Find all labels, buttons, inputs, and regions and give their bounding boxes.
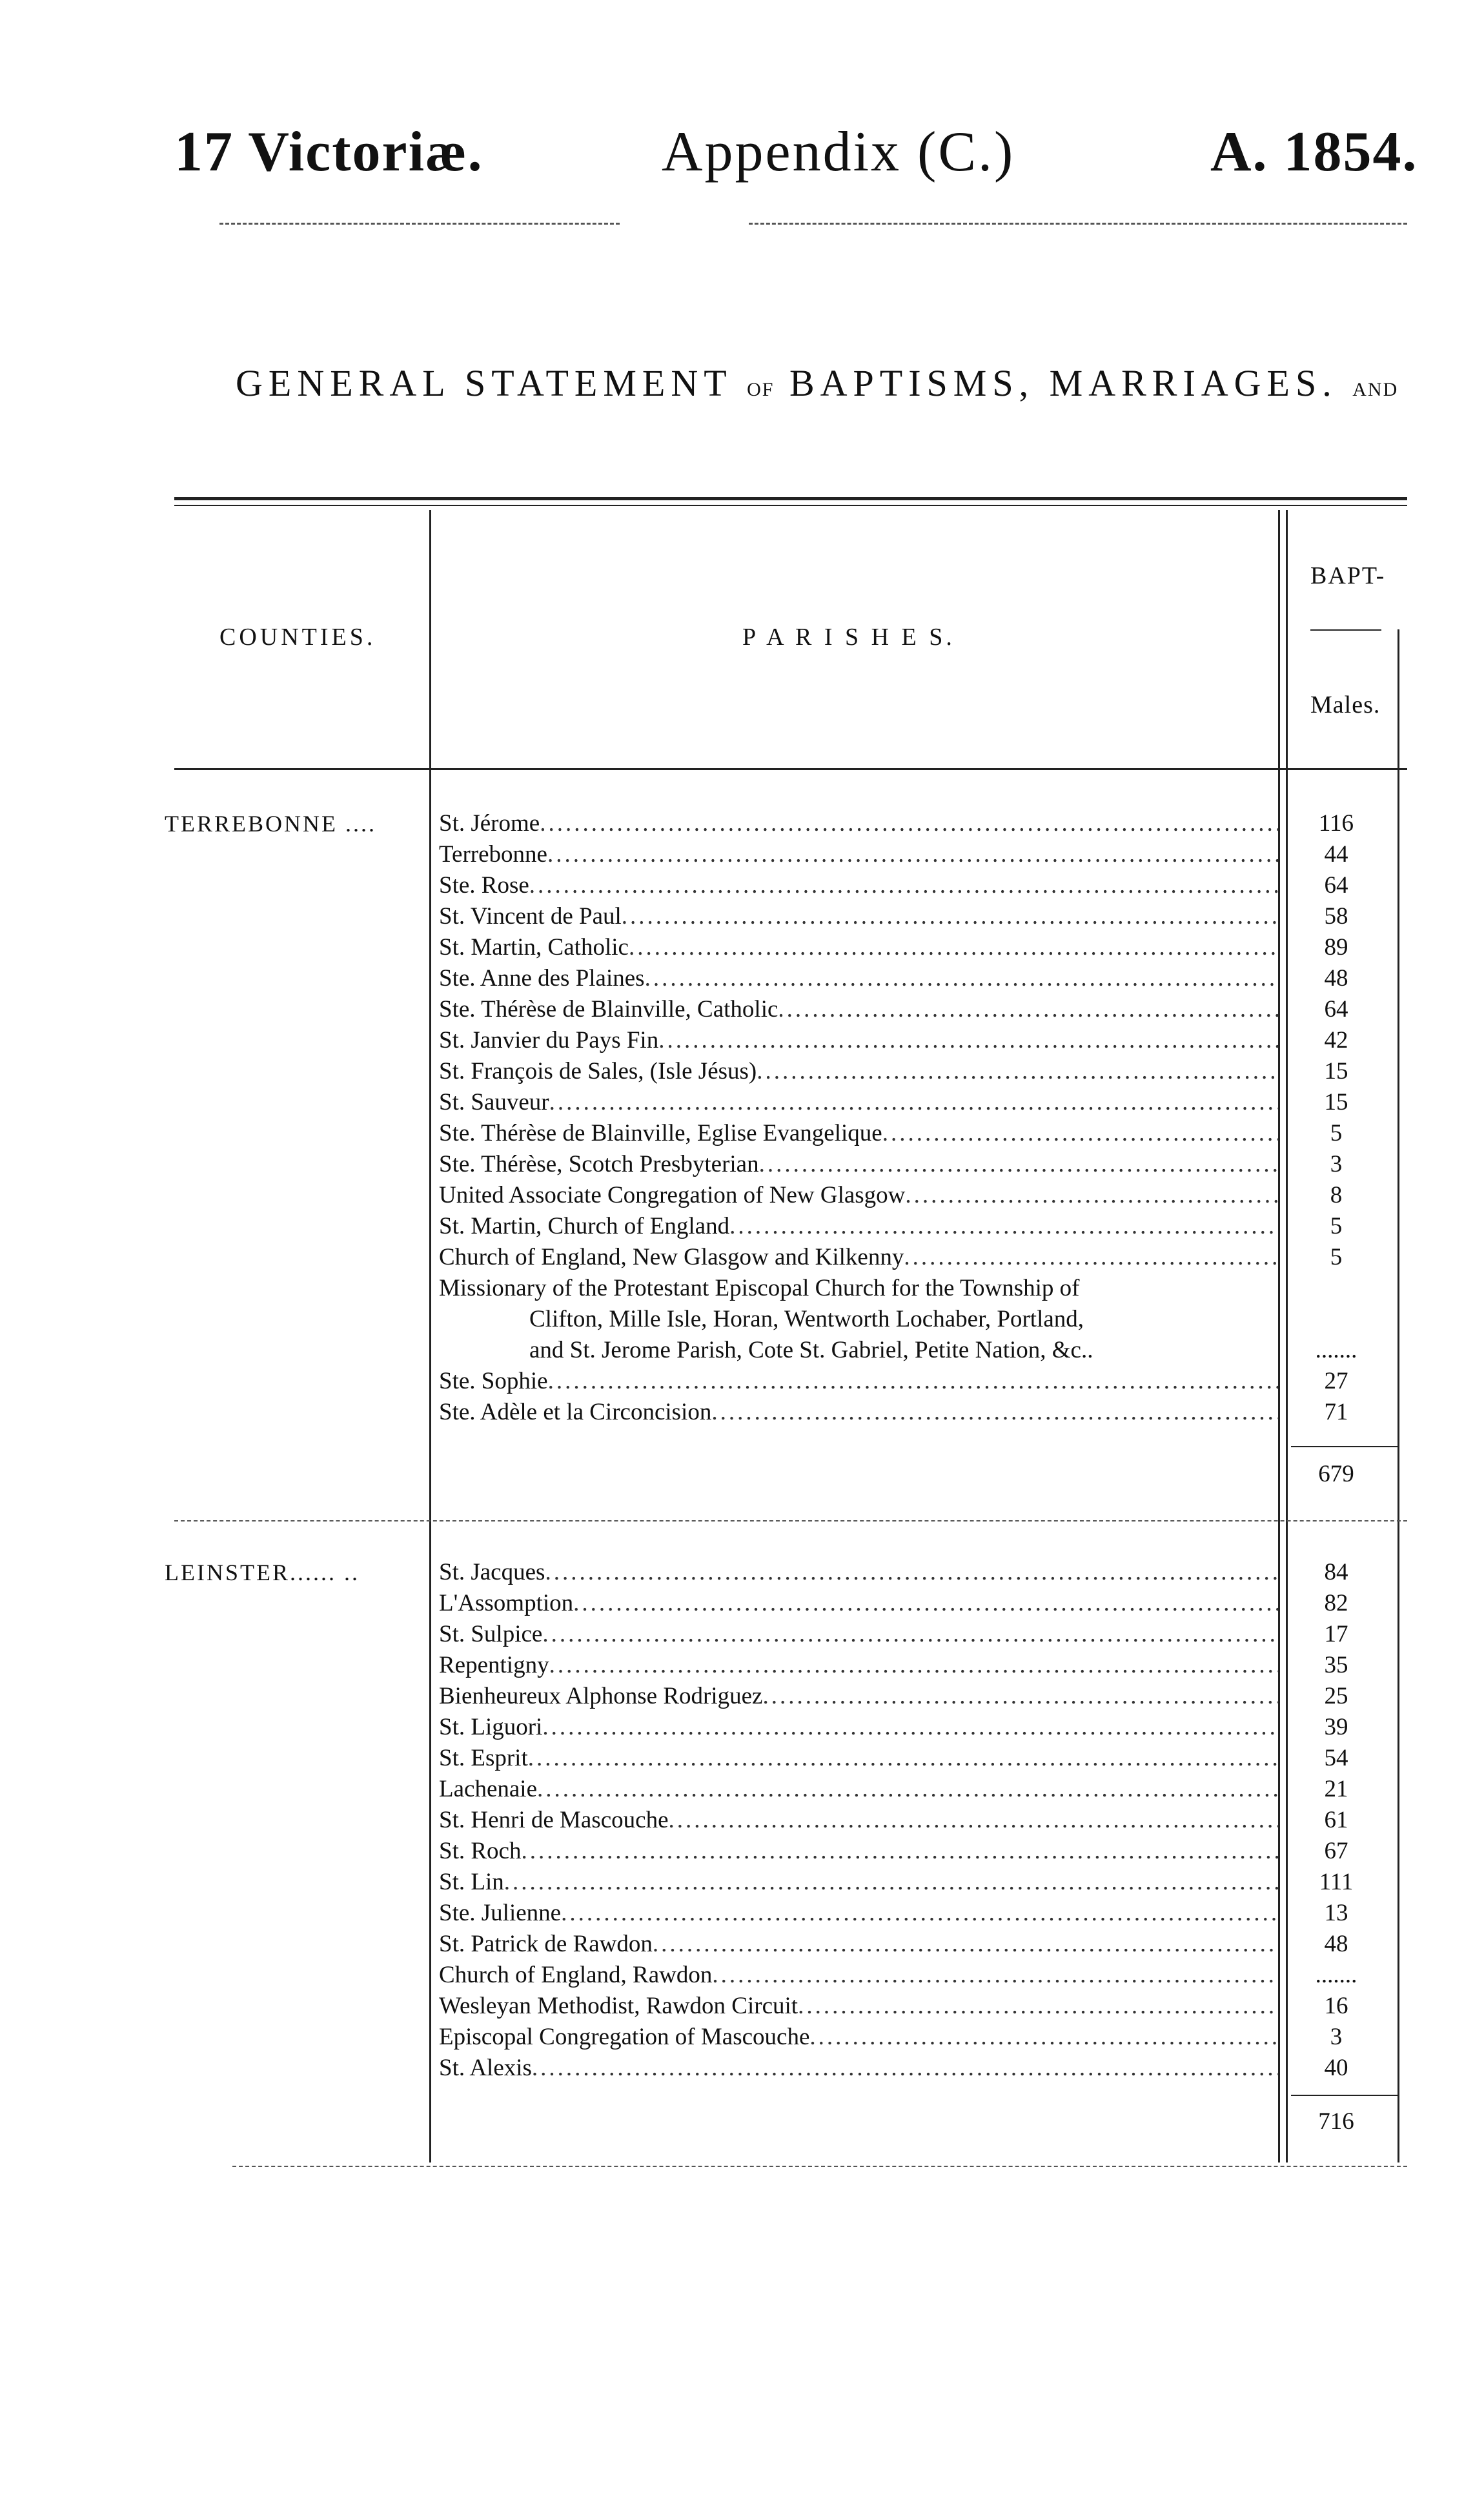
column-divider-counties <box>429 510 431 2162</box>
title-of: OF <box>747 379 775 400</box>
parish-name: Ste. Thérèse de Blainville, Catholic <box>439 996 778 1023</box>
parish-name: and St. Jerome Parish, Cote St. Gabriel, Petite Nation, &c.. <box>529 1337 1093 1363</box>
males-value: 15 <box>1324 1089 1348 1115</box>
males-value: 111 <box>1319 1869 1354 1895</box>
parish-row <box>439 808 1278 839</box>
parish-name: Ste. Sophie <box>439 1368 548 1394</box>
males-value: 67 <box>1324 1838 1348 1864</box>
males-value: 35 <box>1324 1652 1348 1678</box>
parish-name: St. Sauveur <box>439 1089 549 1115</box>
leader-dots <box>548 1366 1278 1397</box>
parish-row <box>439 1557 1278 1588</box>
parish-name: St. Lin <box>439 1869 504 1895</box>
parish-name: Terrebonne <box>439 841 547 868</box>
males-value: 44 <box>1324 841 1348 868</box>
males-value: 16 <box>1324 1993 1348 2019</box>
parish-row <box>439 1397 1278 1428</box>
parish-row <box>439 870 1278 901</box>
parish-name: St. Sulpice <box>439 1621 543 1647</box>
males-value: 25 <box>1324 1683 1348 1709</box>
parish-name: St. Liguori <box>439 1714 543 1740</box>
males-value: 21 <box>1324 1776 1348 1802</box>
parish-row <box>439 1650 1278 1681</box>
males-value: 58 <box>1324 903 1348 930</box>
parish-name: St. Jérome <box>439 810 540 837</box>
males-value: 3 <box>1330 1151 1343 1177</box>
parish-name: Repentigny <box>439 1652 549 1678</box>
parish-row <box>439 2053 1278 2084</box>
subtotal-rule <box>1291 2095 1398 2096</box>
bapt-header-rule <box>1310 629 1381 631</box>
parish-row <box>439 2022 1278 2053</box>
parish-row <box>439 963 1278 994</box>
parish-name: Ste. Adèle et la Circoncision <box>439 1399 712 1425</box>
parish-name: United Associate Congregation of New Glasgow <box>439 1182 906 1208</box>
males-value: 61 <box>1324 1807 1348 1833</box>
parish-row <box>439 1836 1278 1867</box>
column-header-bapt: BAPT- <box>1310 562 1386 589</box>
leader-dots <box>528 1743 1278 1774</box>
males-value: 82 <box>1324 1590 1348 1616</box>
males-value: 71 <box>1324 1399 1348 1425</box>
parish-name: Ste. Anne des Plaines <box>439 965 645 992</box>
leader-dots <box>622 901 1278 932</box>
parish-name: Clifton, Mille Isle, Horan, Wentworth Lochaber, Portland, <box>529 1306 1084 1332</box>
males-value: 48 <box>1324 1931 1348 1957</box>
leader-dots <box>905 1180 1278 1211</box>
leader-dots <box>669 1805 1278 1836</box>
leader-dots <box>545 1557 1278 1588</box>
county-terrebonne: TERREBONNE .... <box>165 811 376 837</box>
parish-name: St. Jacques <box>439 1559 545 1585</box>
parish-name: Church of England, New Glasgow and Kilkenny <box>439 1244 904 1270</box>
males-value: 116 <box>1318 810 1354 837</box>
subtotal-rule <box>1291 1446 1398 1447</box>
parish-row <box>439 1087 1278 1118</box>
males-value: 17 <box>1324 1621 1348 1647</box>
header-rule-right <box>749 223 1407 225</box>
leader-dots <box>712 1960 1278 1991</box>
leader-dots <box>757 1056 1278 1087</box>
leader-dots <box>504 1867 1278 1898</box>
parish-name: Bienheureux Alphonse Rodriguez <box>439 1683 763 1709</box>
parish-name: Ste. Julienne <box>439 1900 562 1926</box>
parish-name: St. François de Sales, (Isle Jésus) <box>439 1058 757 1084</box>
males-value: 64 <box>1324 996 1348 1023</box>
parish-name: Wesleyan Methodist, Rawdon Circuit <box>439 1993 798 2019</box>
parish-row <box>439 901 1278 932</box>
leader-dots <box>537 1774 1278 1805</box>
leader-dots <box>561 1898 1278 1929</box>
parish-row <box>439 1056 1278 1087</box>
males-value <box>1297 1273 1375 1304</box>
parish-row <box>439 839 1278 870</box>
males-value: 27 <box>1324 1368 1348 1394</box>
males-value <box>1297 1304 1375 1335</box>
males-value: 84 <box>1324 1559 1348 1585</box>
leader-dots <box>532 2053 1278 2084</box>
leader-dots <box>540 808 1278 839</box>
page-header-right: A. 1854. <box>1210 121 1418 183</box>
parish-name: Ste. Thérèse de Blainville, Eglise Evangelique <box>439 1120 882 1146</box>
column-header-parishes: P A R I S H E S. <box>742 624 955 651</box>
parish-name: St. Patrick de Rawdon <box>439 1931 653 1957</box>
parish-row <box>439 1681 1278 1712</box>
leader-dots <box>629 932 1278 963</box>
leader-dots <box>573 1588 1278 1619</box>
page-header-left: 17 Victoriæ. <box>174 121 483 183</box>
parish-row <box>439 1211 1278 1242</box>
parish-name: Episcopal Congregation of Mascouche <box>439 2024 810 2050</box>
parish-row <box>439 1588 1278 1619</box>
parish-row <box>439 1273 1278 1304</box>
males-value: ....... <box>1315 1337 1357 1363</box>
leader-dots <box>521 1836 1278 1867</box>
parish-row <box>439 1180 1278 1211</box>
parish-row <box>439 1149 1278 1180</box>
leader-dots <box>547 839 1278 870</box>
table-top-rule-2 <box>174 505 1407 506</box>
parish-row <box>439 994 1278 1025</box>
parish-row <box>439 1743 1278 1774</box>
males-value: 48 <box>1324 965 1348 992</box>
leader-dots <box>904 1242 1278 1273</box>
parish-name: Missionary of the Protestant Episcopal Church for the Township of <box>439 1275 1080 1301</box>
males-value: ....... <box>1315 1962 1357 1988</box>
section-total: 679 <box>1318 1461 1354 1487</box>
leader-dots <box>762 1681 1278 1712</box>
leader-dots <box>711 1397 1278 1428</box>
males-value: 40 <box>1324 2055 1348 2081</box>
leader-dots <box>882 1118 1278 1149</box>
males-value: 5 <box>1330 1213 1343 1239</box>
leader-dots <box>542 1712 1278 1743</box>
county-leinster: LEINSTER...... .. <box>165 1560 360 1585</box>
parish-row <box>439 1929 1278 1960</box>
parish-row <box>439 932 1278 963</box>
parish-name: Lachenaie <box>439 1776 537 1802</box>
table-top-rule <box>174 497 1407 500</box>
parish-row <box>439 1960 1278 1991</box>
column-header-counties: COUNTIES. <box>219 624 376 651</box>
title-part-2: BAPTISMS, MARRIAGES. <box>789 362 1337 404</box>
males-value: 5 <box>1330 1120 1343 1146</box>
males-value: 39 <box>1324 1714 1348 1740</box>
parish-row <box>439 1619 1278 1650</box>
parish-name: St. Vincent de Paul <box>439 903 622 930</box>
parish-row <box>439 1774 1278 1805</box>
leader-dots <box>809 2022 1278 2053</box>
parish-row-continued <box>439 1304 1278 1335</box>
title-and: AND <box>1352 379 1399 400</box>
leader-dots <box>778 994 1278 1025</box>
males-value: 42 <box>1324 1027 1348 1053</box>
parish-name: St. Roch <box>439 1838 522 1864</box>
column-header-bottom-rule <box>174 768 1407 770</box>
parish-row <box>439 1712 1278 1743</box>
leader-dots <box>549 1087 1278 1118</box>
parish-row <box>439 1242 1278 1273</box>
leader-dots <box>549 1650 1278 1681</box>
parish-row <box>439 1118 1278 1149</box>
column-header-males: Males. <box>1310 691 1381 718</box>
parish-name: St. Esprit <box>439 1745 528 1771</box>
parish-row <box>439 1898 1278 1929</box>
parish-name: St. Janvier du Pays Fin <box>439 1027 659 1053</box>
males-value: 3 <box>1330 2024 1343 2050</box>
males-value: 8 <box>1330 1182 1343 1208</box>
leader-dots <box>759 1149 1278 1180</box>
parish-row <box>439 1366 1278 1397</box>
leader-dots <box>529 870 1278 901</box>
header-rule-left <box>219 223 620 225</box>
section-separator <box>174 1520 1407 1521</box>
column-divider-parishes-a <box>1278 510 1280 2162</box>
males-value: 64 <box>1324 872 1348 899</box>
males-value: 13 <box>1324 1900 1348 1926</box>
page-header-center: Appendix (C.) <box>662 121 1015 183</box>
parish-row-continued <box>439 1335 1278 1366</box>
title-part-1: GENERAL STATEMENT <box>236 362 732 404</box>
leader-dots <box>658 1025 1278 1056</box>
parish-row <box>439 1991 1278 2022</box>
males-value: 89 <box>1324 934 1348 961</box>
leader-dots <box>645 963 1278 994</box>
parish-row <box>439 1867 1278 1898</box>
parish-name: Ste. Rose <box>439 872 529 899</box>
leader-dots <box>798 1991 1278 2022</box>
parish-name: Ste. Thérèse, Scotch Presbyterian <box>439 1151 759 1177</box>
males-value: 54 <box>1324 1745 1348 1771</box>
parish-name: L'Assomption <box>439 1590 574 1616</box>
parish-name: St. Martin, Church of England <box>439 1213 730 1239</box>
parish-name: Church of England, Rawdon <box>439 1962 713 1988</box>
section-total: 716 <box>1318 2108 1354 2135</box>
parish-name: St. Henri de Mascouche <box>439 1807 669 1833</box>
leader-dots <box>729 1211 1278 1242</box>
males-value: 15 <box>1324 1058 1348 1084</box>
statement-title <box>236 361 1398 405</box>
parish-row <box>439 1025 1278 1056</box>
parish-name: St. Martin, Catholic <box>439 934 629 961</box>
males-value: 5 <box>1330 1244 1343 1270</box>
section-separator <box>232 2166 1407 2167</box>
parish-name: St. Alexis <box>439 2055 532 2081</box>
leader-dots <box>542 1619 1278 1650</box>
column-divider-males <box>1398 629 1399 2162</box>
parish-row <box>439 1805 1278 1836</box>
column-divider-parishes-b <box>1286 510 1288 2162</box>
leader-dots <box>653 1929 1278 1960</box>
